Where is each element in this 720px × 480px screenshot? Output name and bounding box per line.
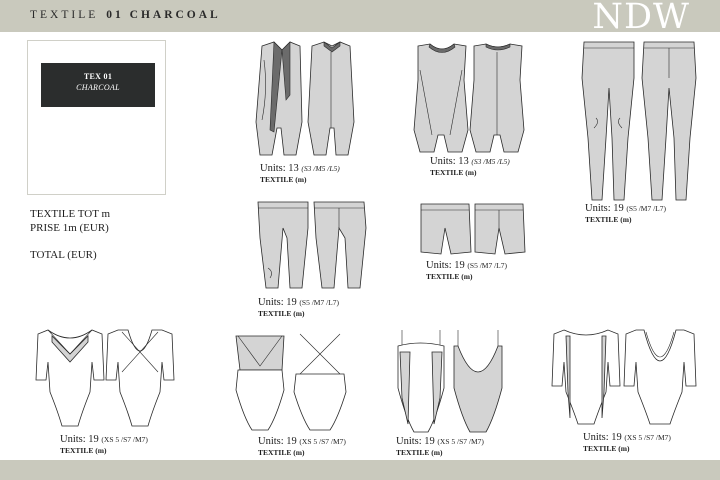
scoop-back-leotard-sketch-icon — [548, 322, 708, 430]
item-8-textile-label: TEXTILE (m) — [396, 448, 443, 457]
item-7-textile-label: TEXTILE (m) — [258, 448, 305, 457]
swatch-card — [27, 40, 166, 195]
title-fabric-code: 01 CHARCOAL — [106, 9, 221, 21]
item-3-units: Units: 19 (S5 /M7 /L7) — [585, 203, 667, 214]
item-6-units: Units: 19 (XS 5 /S7 /M7) — [60, 434, 148, 445]
capri-sketch-icon — [250, 198, 370, 293]
title-textile: TEXTILE — [30, 9, 99, 21]
item-9-textile-label: TEXTILE (m) — [583, 444, 630, 453]
item-2-textile-label: TEXTILE (m) — [430, 168, 477, 177]
item-3-textile-label: TEXTILE (m) — [585, 215, 632, 224]
vest-sketch-icon — [250, 40, 360, 160]
long-sleeve-leotard-sketch-icon — [30, 322, 190, 432]
price-per-meter-label: PRISE 1m (EUR) — [30, 222, 109, 234]
item-6-textile-label: TEXTILE (m) — [60, 446, 107, 455]
camisole-leotard-sketch-icon — [390, 328, 515, 438]
cost-summary — [30, 207, 110, 262]
shorts-sketch-icon — [415, 200, 530, 258]
fabric-swatch — [41, 63, 155, 107]
item-7-units: Units: 19 (XS 5 /S7 /M7) — [258, 436, 346, 447]
leggings-sketch-icon — [578, 38, 703, 203]
swatch-name: CHARCOAL — [76, 83, 120, 92]
brand-logo: NDW — [592, 0, 690, 37]
total-label: TOTAL (EUR) — [30, 249, 97, 261]
tank-romper-sketch-icon — [410, 40, 530, 155]
item-1-units: Units: 13 (S3 /M5 /L5) — [260, 163, 340, 174]
item-9-units: Units: 19 (XS 5 /S7 /M7) — [583, 432, 671, 443]
footer-bar — [0, 460, 720, 480]
textile-total-label: TEXTILE TOT m — [30, 208, 111, 220]
swatch-code: TEX 01 — [83, 72, 113, 81]
item-4-units: Units: 19 (S5 /M7 /L7) — [258, 297, 340, 308]
item-8-units: Units: 19 (XS 5 /S7 /M7) — [396, 436, 484, 447]
item-1-textile-label: TEXTILE (m) — [260, 175, 307, 184]
header-bar — [0, 0, 720, 37]
item-4-textile-label: TEXTILE (m) — [258, 309, 305, 318]
page-title — [30, 9, 221, 21]
item-5-textile-label: TEXTILE (m) — [426, 272, 473, 281]
item-2-units: Units: 13 (S3 /M5 /L5) — [430, 156, 510, 167]
item-5-units: Units: 19 (S5 /M7 /L7) — [426, 260, 508, 271]
cross-strap-leotard-sketch-icon — [228, 330, 358, 435]
